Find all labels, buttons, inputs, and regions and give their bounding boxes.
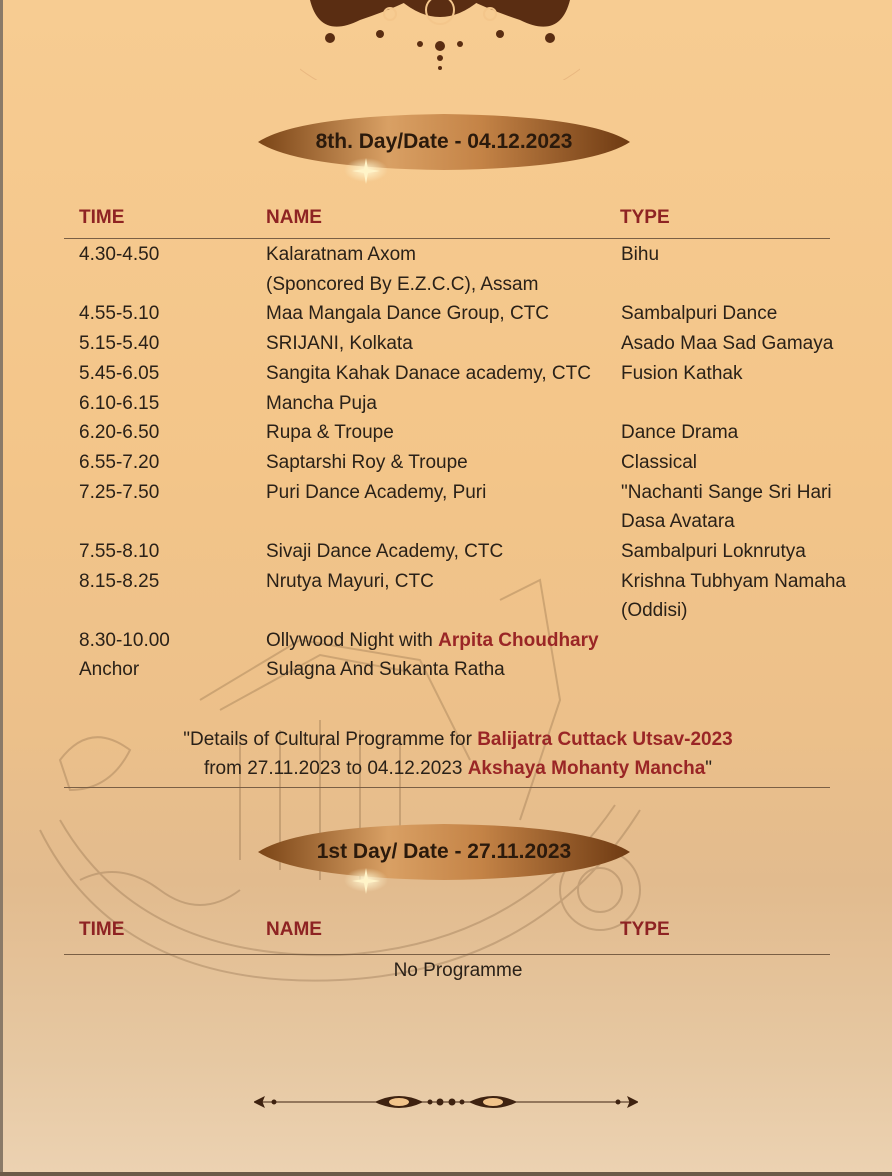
- day1-name-header: NAME: [266, 919, 322, 940]
- festival-name: Balijatra Cuttack Utsav-2023: [477, 729, 733, 750]
- day1-title: 1st Day/ Date - 27.11.2023: [316, 840, 572, 863]
- table-row-name: SRIJANI, Kolkata: [266, 333, 413, 354]
- table-row-type: Dance Drama: [621, 422, 739, 443]
- table-row-name: Sangita Kahak Danace academy, CTC: [266, 363, 591, 384]
- table-row-type: (Oddisi): [621, 600, 688, 621]
- day1-type-header: TYPE: [620, 919, 670, 940]
- details-dates: from 27.11.2023 to 04.12.2023: [203, 758, 468, 779]
- table-row-time: Anchor: [79, 659, 140, 680]
- venue-name: Akshaya Mohanty Mancha: [467, 758, 706, 779]
- table-row-time: 5.45-6.05: [79, 363, 160, 384]
- program-details-line-2: [64, 754, 852, 783]
- table-row-time: 6.55-7.20: [79, 452, 160, 473]
- day1-header-rule: [64, 954, 830, 955]
- table-row-type: Dasa Avatara: [621, 511, 735, 532]
- day8-title: 8th. Day/Date - 04.12.2023: [315, 130, 573, 153]
- ollywood-night-text: Ollywood Night with: [266, 630, 439, 651]
- table-row-type: Bihu: [621, 244, 660, 265]
- program-details-line-1: [64, 725, 852, 754]
- divider-ornament-icon: [254, 1091, 638, 1113]
- table-row-name: Mancha Puja: [266, 393, 377, 414]
- table-row-time: 6.20-6.50: [79, 422, 160, 443]
- details-rule: [64, 787, 830, 788]
- table-row-name: Nrutya Mayuri, CTC: [266, 571, 434, 592]
- table-row-time: 7.55-8.10: [79, 541, 160, 562]
- day1-time-header: TIME: [79, 919, 125, 940]
- performer-highlight: Arpita Choudhary: [438, 630, 599, 651]
- boat-illustration-icon: [0, 560, 892, 1010]
- table-row-name: Saptarshi Roy & Troupe: [266, 452, 468, 473]
- table-row-time: 8.15-8.25: [79, 571, 160, 592]
- day8-type-header: TYPE: [620, 207, 670, 228]
- details-prefix: "Details of Cultural Programme for: [183, 729, 478, 750]
- table-row-time: 8.30-10.00: [79, 630, 170, 651]
- page-edge-bottom: [0, 1172, 892, 1176]
- table-row-type: Sambalpuri Loknrutya: [621, 541, 806, 562]
- table-row-time: 6.10-6.15: [79, 393, 160, 414]
- table-row-name: [266, 629, 599, 653]
- mandala-ornament-icon: [300, 0, 580, 80]
- day1-title-banner: [258, 824, 630, 880]
- table-row-time: 4.30-4.50: [79, 244, 160, 265]
- table-row-name: Kalaratnam Axom: [266, 244, 416, 265]
- table-row-type: Fusion Kathak: [621, 363, 743, 384]
- day8-name-header: NAME: [266, 207, 322, 228]
- table-row-type: Krishna Tubhyam Namaha: [621, 571, 846, 592]
- table-row-name: Puri Dance Academy, Puri: [266, 482, 487, 503]
- table-row-time: 7.25-7.50: [79, 482, 160, 503]
- table-row-type: Asado Maa Sad Gamaya: [621, 333, 834, 354]
- table-row-time: 5.15-5.40: [79, 333, 160, 354]
- table-row-name: (Sponcored By E.Z.C.C), Assam: [266, 274, 539, 295]
- day8-time-header: TIME: [79, 207, 125, 228]
- table-row-name: Sivaji Dance Academy, CTC: [266, 541, 504, 562]
- day8-title-banner: [258, 114, 630, 170]
- table-row-name: Rupa & Troupe: [266, 422, 394, 443]
- no-programme-message: No Programme: [393, 960, 523, 981]
- table-row-name: Maa Mangala Dance Group, CTC: [266, 303, 550, 324]
- day8-header-rule: [64, 238, 830, 239]
- program-details: [64, 725, 852, 783]
- table-row-time: 4.55-5.10: [79, 303, 160, 324]
- table-row-type: "Nachanti Sange Sri Hari: [621, 482, 832, 503]
- table-row-name: Sulagna And Sukanta Ratha: [266, 659, 505, 680]
- details-suffix: ": [705, 758, 713, 779]
- table-row-type: Classical: [621, 452, 698, 473]
- table-row-type: Sambalpuri Dance: [621, 303, 778, 324]
